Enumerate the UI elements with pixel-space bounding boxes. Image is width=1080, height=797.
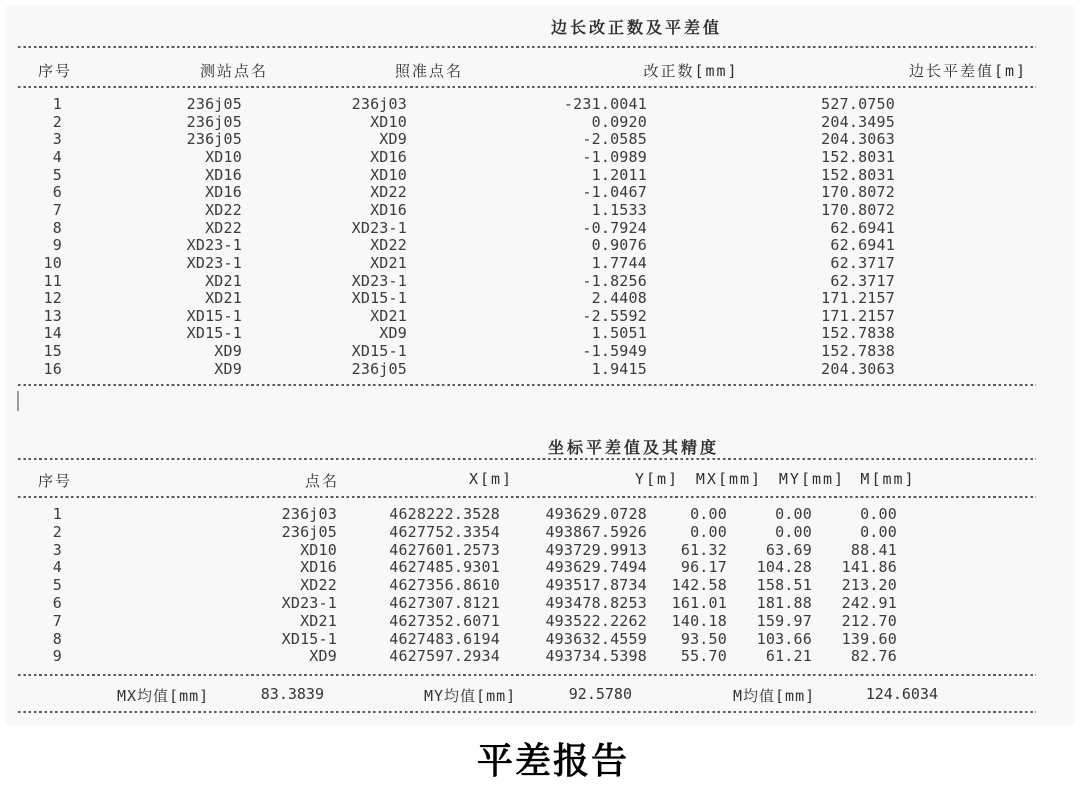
table2-cell: 0.00 (690, 505, 727, 523)
table2-cell: 161.01 (671, 594, 727, 612)
table1-cell: XD21 (205, 271, 242, 290)
table1-cell: 171.2157 (821, 306, 895, 325)
table2-cell: XD22 (300, 576, 337, 595)
table1-col-seq: 序号 (38, 62, 73, 80)
table1-row (0, 289, 1080, 306)
table2-cell: 493734.5398 (545, 647, 647, 666)
table2-cell: 0.00 (775, 505, 812, 523)
table1-cell: XD23-1 (186, 253, 242, 272)
table2-cell: 139.60 (841, 629, 897, 648)
text-cursor (17, 391, 19, 411)
table1-cell: 12 (43, 289, 62, 308)
table2-row (0, 612, 1080, 629)
table2-cell: 242.91 (841, 594, 897, 612)
table1-cell: -1.0989 (582, 147, 647, 166)
table2-cell: 4627485.9301 (389, 558, 500, 577)
table2-col-seq: 序号 (38, 472, 73, 490)
table1-cell: XD23-1 (186, 236, 242, 255)
table2-cell: 0.00 (690, 522, 727, 541)
table1-title: 边长改正数及平差值 (551, 18, 723, 37)
table1-cell: 62.6941 (830, 218, 895, 237)
table1-cell: -1.0467 (582, 183, 647, 202)
table1-cell: 9 (52, 236, 62, 255)
table2-cell: 3 (52, 540, 62, 559)
table2-cell: 4627356.8610 (389, 576, 500, 595)
table2-cell: 140.18 (671, 611, 727, 630)
table1-cell: 3 (52, 130, 62, 149)
table1-row (0, 95, 1080, 112)
table1-cell: XD10 (370, 165, 407, 184)
table1-cell: 152.7838 (821, 324, 895, 343)
table1-cell: XD10 (370, 112, 407, 131)
table1-cell: 236j05 (186, 112, 242, 131)
table1-cell: XD22 (370, 183, 407, 202)
table1-cell: 204.3063 (821, 130, 895, 149)
table2-cell: 8 (52, 629, 62, 648)
table2-cell: 4627483.6194 (389, 629, 500, 648)
table1-cell: XD16 (205, 183, 242, 202)
table1-row (0, 201, 1080, 218)
table1-cell: XD16 (205, 165, 242, 184)
table2-cell: 158.51 (756, 576, 812, 595)
table2-row (0, 523, 1080, 540)
table2-cell: 4628222.3528 (389, 505, 500, 523)
table1-cell: XD9 (379, 324, 407, 343)
table1-cell: XD10 (205, 147, 242, 166)
table2-cell: 493517.8734 (545, 576, 647, 595)
table2-col-x: X[m] (468, 470, 514, 488)
table2-cell: 142.58 (671, 576, 727, 595)
dotted-divider (18, 86, 1036, 88)
table1-cell: XD21 (370, 306, 407, 325)
table2-cell: 104.28 (756, 558, 812, 577)
table2-cell: 61.21 (765, 647, 812, 666)
my-mean-label: MY均值[mm] (424, 687, 517, 705)
table2-row (0, 594, 1080, 611)
table2-cell: 493632.4559 (545, 629, 647, 648)
table2-cell: 0.00 (775, 522, 812, 541)
table2-row (0, 558, 1080, 575)
table2-row (0, 576, 1080, 593)
mx-mean-value: 83.3839 (260, 685, 324, 703)
dotted-divider (18, 384, 1036, 386)
table2-cell: 55.70 (680, 647, 727, 666)
table1-cell: 236j03 (351, 95, 407, 113)
table1-cell: 1.1533 (591, 200, 647, 219)
table2-cell: XD15-1 (281, 629, 337, 648)
table1-cell: XD9 (214, 359, 242, 378)
table1-cell: XD23-1 (351, 218, 407, 237)
table1-cell: 170.8072 (821, 183, 895, 202)
table1-cell: XD16 (370, 147, 407, 166)
table1-row (0, 272, 1080, 289)
table2-cell: 159.97 (756, 611, 812, 630)
table1-cell: XD22 (370, 236, 407, 255)
table1-cell: 527.0750 (821, 95, 895, 113)
table1-cell: 152.7838 (821, 342, 895, 361)
table1-row (0, 148, 1080, 165)
table2-cell: 6 (52, 594, 62, 612)
table2-cell: 236j05 (281, 522, 337, 541)
table1-col-station: 测站点名 (199, 62, 269, 80)
table2-col-m: M[mm] (860, 470, 916, 488)
table1-cell: XD22 (205, 218, 242, 237)
table2-cell: 4627601.2573 (389, 540, 500, 559)
table2-cell: 63.69 (765, 540, 812, 559)
table1-cell: 11 (43, 271, 62, 290)
table2-cell: XD9 (309, 647, 337, 666)
table1-cell: 204.3063 (821, 359, 895, 378)
table2-cell: 493522.2262 (545, 611, 647, 630)
table1-row (0, 183, 1080, 200)
table1-cell: XD15-1 (186, 306, 242, 325)
table1-row (0, 130, 1080, 147)
my-mean-value: 92.5780 (568, 685, 632, 703)
table1-cell: 236j05 (186, 130, 242, 149)
table2-cell: 2 (52, 522, 62, 541)
table2-cell: 493629.7494 (545, 558, 647, 577)
table2-cell: 4627352.6071 (389, 611, 500, 630)
table1-row (0, 236, 1080, 253)
table2-cell: 4 (52, 558, 62, 577)
table1-cell: XD9 (214, 342, 242, 361)
table2-cell: 103.66 (756, 629, 812, 648)
table1-col-length: 边长平差值[m] (909, 62, 1028, 80)
table2-cell: 493867.5926 (545, 522, 647, 541)
table1-cell: -0.7924 (582, 218, 647, 237)
table1-cell: -2.5592 (582, 306, 647, 325)
table1-cell: 0.9076 (591, 236, 647, 255)
table2-cell: 61.32 (680, 540, 727, 559)
table2-row (0, 541, 1080, 558)
table2-cell: XD10 (300, 540, 337, 559)
table1-cell: 204.3495 (821, 112, 895, 131)
table1-cell: 236j05 (351, 359, 407, 378)
table2-cell: 0.00 (860, 505, 897, 523)
table2-cell: 1 (52, 505, 62, 523)
table2-cell: 4627307.8121 (389, 594, 500, 612)
table1-cell: -1.5949 (582, 342, 647, 361)
table2-row (0, 630, 1080, 647)
table1-cell: 170.8072 (821, 200, 895, 219)
table1-cell: XD15-1 (351, 289, 407, 308)
table1-cell: XD15-1 (186, 324, 242, 343)
table1-cell: -1.8256 (582, 271, 647, 290)
table1-cell: 13 (43, 306, 62, 325)
table2-cell: 5 (52, 576, 62, 595)
table2-cell: 7 (52, 611, 62, 630)
table2-cell: 236j03 (281, 505, 337, 523)
table1-cell: 10 (43, 253, 62, 272)
dotted-divider (18, 674, 1036, 676)
dotted-divider (18, 46, 1036, 48)
table1-cell: -2.0585 (582, 130, 647, 149)
table2-cell: 141.86 (841, 558, 897, 577)
table1-cell: 14 (43, 324, 62, 343)
table1-cell: 1 (52, 95, 62, 113)
table1-cell: 7 (52, 200, 62, 219)
table1-cell: 1.9415 (591, 359, 647, 378)
table2-cell: 9 (52, 647, 62, 666)
table2-cell: XD16 (300, 558, 337, 577)
table1-row (0, 324, 1080, 341)
table2-cell: 96.17 (680, 558, 727, 577)
table2-row (0, 647, 1080, 664)
table1-cell: 152.8031 (821, 165, 895, 184)
table1-cell: XD23-1 (351, 271, 407, 290)
table2-cell: XD23-1 (281, 594, 337, 612)
table2-col-name: 点名 (304, 472, 340, 490)
table2-cell: 493729.9913 (545, 540, 647, 559)
table2-cell: 93.50 (680, 629, 727, 648)
table1-cell: 62.3717 (830, 271, 895, 290)
m-mean-label: M均值[mm] (733, 687, 816, 705)
table2-title: 坐标平差值及其精度 (548, 438, 720, 457)
table1-cell: 2.4408 (591, 289, 647, 308)
table1-cell: XD21 (205, 289, 242, 308)
table1-cell: XD21 (370, 253, 407, 272)
dotted-divider (18, 458, 1036, 460)
table1-cell: 6 (52, 183, 62, 202)
table1-cell: 5 (52, 165, 62, 184)
table1-row (0, 219, 1080, 236)
table2-col-mx: MX[mm] (695, 470, 763, 488)
mx-mean-label: MX均值[mm] (117, 687, 210, 705)
table1-cell: 171.2157 (821, 289, 895, 308)
table1-cell: XD15-1 (351, 342, 407, 361)
table1-cell: 2 (52, 112, 62, 131)
table2-cell: 88.41 (850, 540, 897, 559)
table1-row (0, 360, 1080, 377)
table2-col-y: Y[m] (634, 470, 680, 488)
table1-cell: 16 (43, 359, 62, 378)
dotted-divider (18, 496, 1036, 498)
table1-cell: 8 (52, 218, 62, 237)
table1-row (0, 342, 1080, 359)
table1-cell: XD16 (370, 200, 407, 219)
table2-cell: 493478.8253 (545, 594, 647, 612)
table1-cell: 62.6941 (830, 236, 895, 255)
table2-cell: 4627752.3354 (389, 522, 500, 541)
table1-row (0, 254, 1080, 271)
table1-cell: 1.2011 (591, 165, 647, 184)
report-caption: 平差报告 (476, 741, 630, 782)
table1-row (0, 113, 1080, 130)
table1-cell: XD9 (379, 130, 407, 149)
table1-cell: XD22 (205, 200, 242, 219)
table2-row (0, 505, 1080, 522)
table2-cell: XD21 (300, 611, 337, 630)
table2-cell: 0.00 (860, 522, 897, 541)
table1-cell: 0.0920 (591, 112, 647, 131)
table1-cell: 4 (52, 147, 62, 166)
table2-cell: 493629.0728 (545, 505, 647, 523)
table1-col-target: 照准点名 (394, 62, 464, 80)
table1-row (0, 166, 1080, 183)
table2-cell: 181.88 (756, 594, 812, 612)
table1-cell: 236j05 (186, 95, 242, 113)
table2-cell: 4627597.2934 (389, 647, 500, 666)
table1-col-correction: 改正数[mm] (643, 62, 739, 80)
table1-cell: 15 (43, 342, 62, 361)
table1-cell: 152.8031 (821, 147, 895, 166)
dotted-divider (18, 711, 1036, 713)
table1-cell: 1.5051 (591, 324, 647, 343)
table2-cell: 212.70 (841, 611, 897, 630)
table1-cell: 1.7744 (591, 253, 647, 272)
table1-row (0, 307, 1080, 324)
table2-cell: 82.76 (850, 647, 897, 666)
table1-cell: -231.0041 (563, 95, 647, 113)
table2-col-my: MY[mm] (778, 470, 846, 488)
table1-cell: 62.3717 (830, 253, 895, 272)
m-mean-value: 124.6034 (865, 685, 938, 703)
table2-cell: 213.20 (841, 576, 897, 595)
